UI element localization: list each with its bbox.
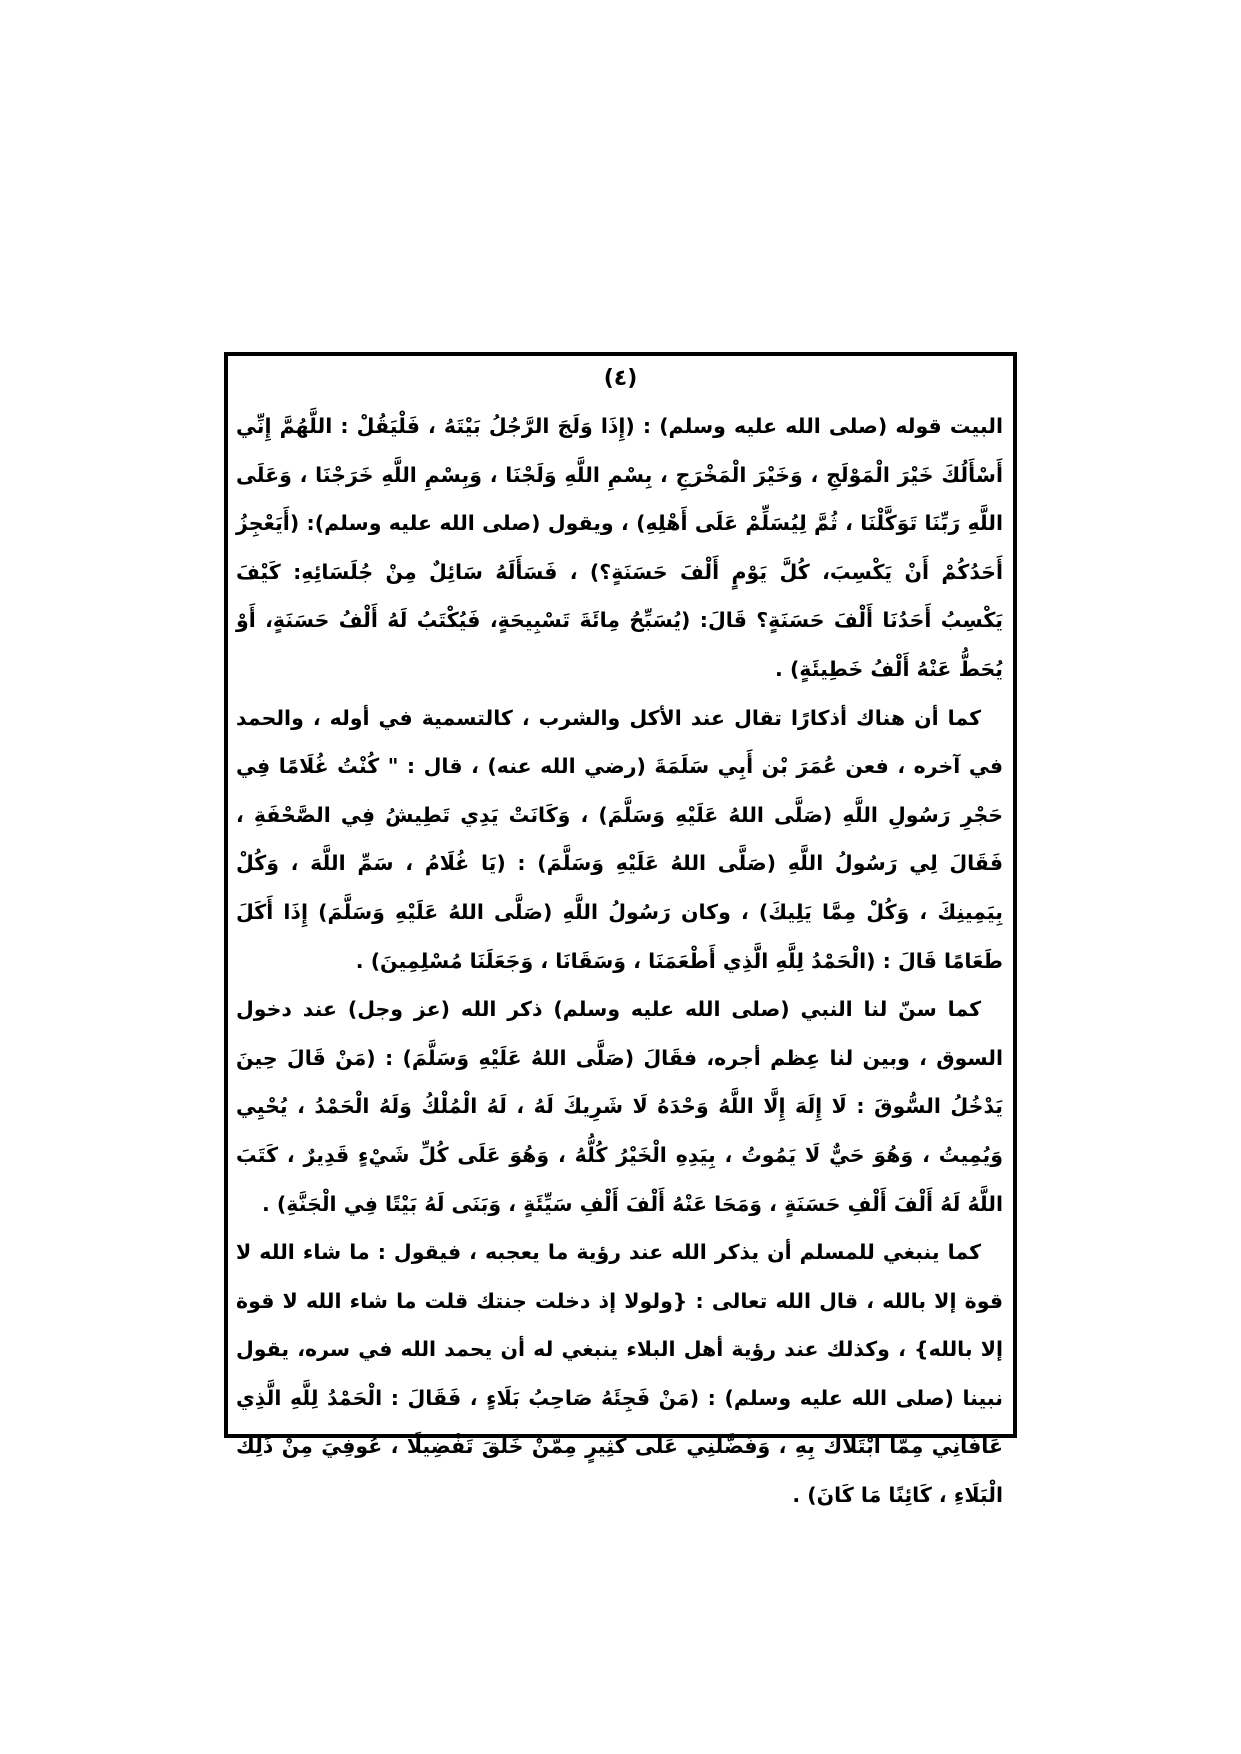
text-run: كما سنّ لنا النبي (صلى الله عليه وسلم) <box>542 997 981 1022</box>
emphasized-phrase: عند رؤية أهل البلاء <box>626 1337 819 1362</box>
paragraph <box>236 402 1003 694</box>
text-run: البيت قوله (صلى الله عليه وسلم) : (إِذَا وَلَجَ الرَّجُلُ بَيْتَهُ ، فَلْيَقُلْ : اللَّهُمَّ إِنِّي أَسْأَلُكَ خَيْرَ الْمَوْلَجِ ، وَخَيْرَ الْمَخْرَجِ ، بِسْمِ اللَّهِ وَلَجْنَا ، وَبِسْمِ اللَّهِ خَرَجْنَا ، وَعَلَى اللَّهِ رَبِّنَا تَوَكَّلْنَا ، ثُمَّ لِيُسَلِّمْ عَلَى أَهْلِهِ) ، ويقول (صلى الله عليه وسلم): (أَيَعْجِزُ أَحَدُكُمْ أَنْ يَكْسِبَ، كُلَّ يَوْمٍ أَلْفَ حَسَنَةٍ؟) ، فَسَأَلَهُ سَائِلٌ مِنْ جُلَسَائِهِ: كَيْفَ يَكْسِبُ أَحَدُنَا أَلْفَ حَسَنَةٍ؟ قَالَ: (يُسَبِّحُ مِائَةَ تَسْبِيحَةٍ، فَيُكْتَبُ لَهُ أَلْفُ حَسَنَةٍ، أَوْ يُحَطُّ عَنْهُ أَلْفُ خَطِيئَةٍ) . <box>236 414 1003 681</box>
text-run: كما ينبغي للمسلم أن يذكر الله <box>663 1240 981 1265</box>
paragraph <box>236 985 1003 1228</box>
emphasized-phrase: ذكر الله (عز وجل) عند دخول السوق <box>236 997 1003 1070</box>
body-text <box>236 402 1003 1520</box>
emphasized-phrase: الأكل والشرب <box>538 705 682 730</box>
paragraph <box>236 694 1003 986</box>
text-run: ، وبين لنا عِظم أجره، فقَالَ (صَلَّى اللهُ عَلَيْهِ وَسَلَّمَ) : (مَنْ قَالَ حِينَ يَدْخُلُ السُّوقَ : لَا إِلَهَ إِلَّا اللَّهُ وَحْدَهُ لَا شَرِيكَ لَهُ ، لَهُ الْمُلْكُ وَلَهُ الْحَمْدُ ، يُحْيِي وَيُمِيتُ ، وَهُوَ حَيٌّ لَا يَمُوتُ ، بِيَدِهِ الْخَيْرُ كُلُّهُ ، وَهُوَ عَلَى كُلِّ شَيْءٍ قَدِيرٌ ، كَتَبَ اللَّهُ لَهُ أَلْفَ أَلْفِ حَسَنَةٍ ، وَمَحَا عَنْهُ أَلْفَ أَلْفِ سَيِّئَةٍ ، وَبَنَى لَهُ بَيْتًا فِي الْجَنَّةِ) . <box>236 1045 1003 1216</box>
emphasized-phrase: عند رؤية ما يعجبه <box>485 1240 664 1265</box>
text-run: ينبغي له أن يحمد الله في سره، يقول نبينا (صلى الله عليه وسلم) : (مَنْ فَجِئَهُ صَاحِبُ بَلَاءٍ ، فَقَالَ : الْحَمْدُ لِلَّهِ الَّذِي عَافَانِي مِمَّا ابْتَلَاكَ بِهِ ، وَفَضَّلَنِي عَلَى كَثِيرٍ مِمَّنْ خَلَقَ تَفْضِيلًا ، عُوفِيَ مِنْ ذَلِكَ الْبَلَاءِ ، كَائِنًا مَا كَانَ) . <box>236 1337 1003 1508</box>
page-border-frame <box>224 352 1017 1508</box>
text-run: ، فيقول : ما شاء الله لا قوة إلا بالله ، قال الله تعالى : {ولولا إذ دخلت جنتك قلت ما شاء الله لا قوة إلا بالله} ، وكذلك <box>236 1240 1003 1362</box>
page-number: (٤) <box>603 366 638 391</box>
text-run: ، كالتسمية في أوله ، والحمد في آخره ، فعن عُمَرَ بْن أَبِي سَلَمَةَ (رضي الله عنه) ، قال : " كُنْتُ غُلَامًا فِي حَجْرِ رَسُولِ اللَّهِ (صَلَّى اللهُ عَلَيْهِ وَسَلَّمَ) ، وَكَانَتْ يَدِي تَطِيشُ فِي الصَّحْفَةِ ، فَقَالَ لِي رَسُولُ اللَّهِ (صَلَّى اللهُ عَلَيْهِ وَسَلَّمَ) : (يَا غُلَامُ ، سَمِّ اللَّهَ ، وَكُلْ بِيَمِينِكَ ، وَكُلْ مِمَّا يَلِيكَ) ، وكان رَسُولُ اللَّهِ (صَلَّى اللهُ عَلَيْهِ وَسَلَّمَ) إِذَا أَكَلَ طَعَامًا قَالَ : (الْحَمْدُ لِلَّهِ الَّذِي أَطْعَمَنَا ، وَسَقَانَا ، وَجَعَلَنَا مُسْلِمِينَ) . <box>236 705 1003 973</box>
text-run: كما أن هناك أذكارًا تقال عند <box>681 705 981 730</box>
paragraph <box>236 1228 1003 1520</box>
